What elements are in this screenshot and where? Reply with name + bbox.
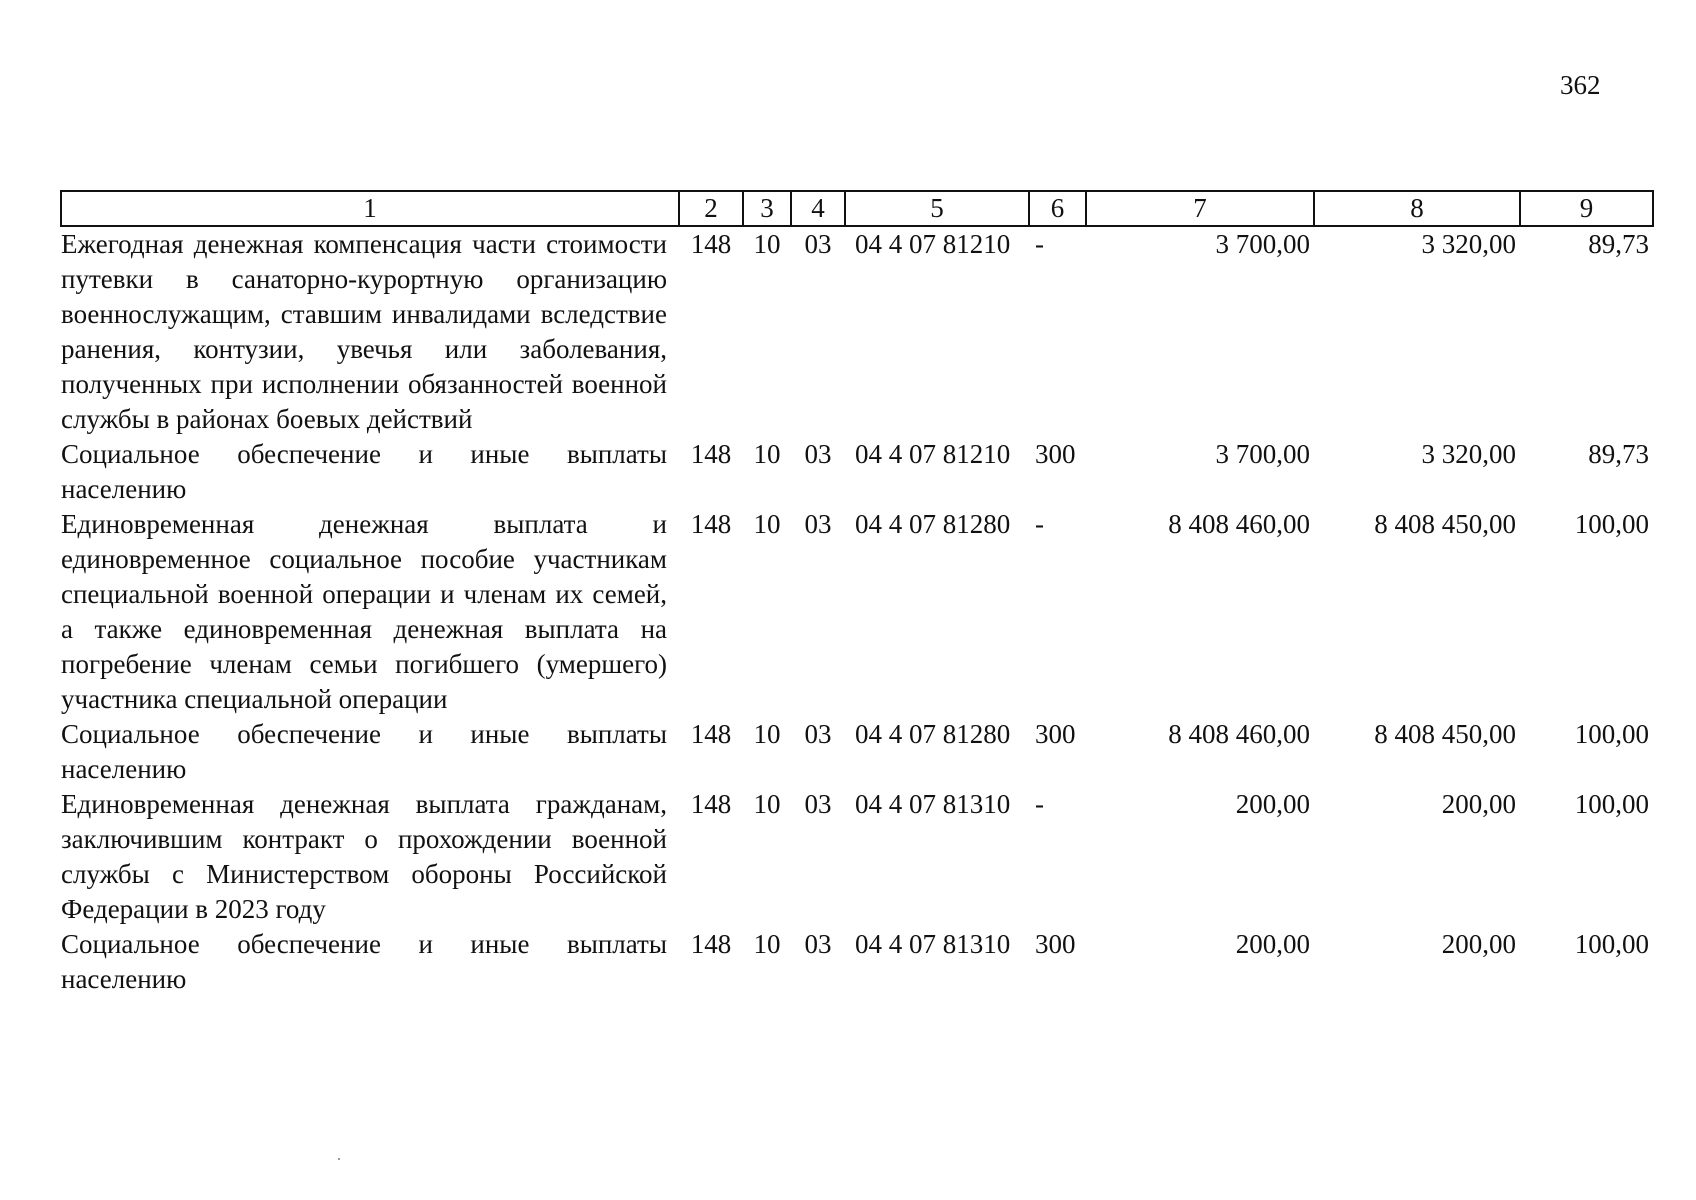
row-planned-amount: 8 408 460,00: [1168, 719, 1310, 749]
header-col-4: 4: [791, 191, 845, 226]
table-row: [61, 437, 1653, 507]
row-ministry-code: 148: [690, 229, 732, 259]
row-description: Социальное обеспечение и иные выплаты населению: [61, 719, 667, 784]
row-ministry-code: 148: [690, 789, 732, 819]
row-percent: 100,00: [1574, 789, 1649, 819]
scan-speck: [338, 1158, 340, 1160]
row-ministry-code: 148: [690, 929, 732, 959]
header-col-3: 3: [743, 191, 791, 226]
row-target-article: 04 4 07 81210: [855, 229, 1011, 259]
row-percent: 89,73: [1588, 439, 1649, 469]
table-row: [61, 717, 1653, 787]
budget-table: [60, 190, 1654, 997]
row-subsection-code: 03: [804, 719, 832, 749]
row-executed-amount: 3 320,00: [1421, 439, 1516, 469]
row-planned-amount: 8 408 460,00: [1168, 509, 1310, 539]
row-subsection-code: 03: [804, 929, 832, 959]
table-body: [61, 226, 1653, 997]
row-percent: 100,00: [1574, 509, 1649, 539]
table-row: [61, 927, 1653, 997]
row-percent: 89,73: [1588, 229, 1649, 259]
table-row: [61, 787, 1653, 927]
header-row: [61, 191, 1653, 226]
row-expense-type: -: [1035, 789, 1044, 819]
table-row: [61, 226, 1653, 437]
row-expense-type: 300: [1035, 929, 1076, 959]
row-description: Единовременная денежная выплата гражданам, заключившим контракт о прохождении военной службы с Министерством обороны Российской Федерации в 2023 году: [61, 789, 667, 924]
table-row: [61, 507, 1653, 717]
row-section-code: 10: [753, 229, 781, 259]
row-ministry-code: 148: [690, 439, 732, 469]
row-executed-amount: 8 408 450,00: [1374, 509, 1516, 539]
row-planned-amount: 200,00: [1235, 789, 1310, 819]
row-expense-type: 300: [1035, 719, 1076, 749]
row-expense-type: 300: [1035, 439, 1076, 469]
header-col-2: 2: [679, 191, 743, 226]
row-section-code: 10: [753, 439, 781, 469]
row-expense-type: -: [1035, 229, 1044, 259]
row-executed-amount: 200,00: [1441, 789, 1516, 819]
header-col-7: 7: [1086, 191, 1314, 226]
page-number: 362: [1560, 70, 1601, 100]
row-ministry-code: 148: [690, 719, 732, 749]
row-section-code: 10: [753, 509, 781, 539]
row-planned-amount: 200,00: [1235, 929, 1310, 959]
table-header: [61, 191, 1653, 226]
row-ministry-code: 148: [690, 509, 732, 539]
row-section-code: 10: [753, 929, 781, 959]
row-percent: 100,00: [1574, 719, 1649, 749]
header-col-9: 9: [1520, 191, 1653, 226]
header-col-6: 6: [1029, 191, 1086, 226]
row-planned-amount: 3 700,00: [1215, 229, 1310, 259]
header-col-5: 5: [845, 191, 1029, 226]
row-section-code: 10: [753, 789, 781, 819]
row-target-article: 04 4 07 81280: [855, 719, 1011, 749]
row-description: Единовременная денежная выплата и единовременное социальное пособие участникам специальной военной операции и членам их семей, а также единовременная денежная выплата на погребение членам семьи погибшего (умершего) участника специальной операции: [61, 509, 667, 714]
row-target-article: 04 4 07 81210: [855, 439, 1011, 469]
header-col-8: 8: [1314, 191, 1520, 226]
row-description: Социальное обеспечение и иные выплаты населению: [61, 929, 667, 994]
row-target-article: 04 4 07 81310: [855, 789, 1011, 819]
row-description: Ежегодная денежная компенсация части стоимости путевки в санаторно-курортную организацию военнослужащим, ставшим инвалидами вследствие ранения, контузии, увечья или заболевания, полученных при исполнении обязанностей военной службы в районах боевых действий: [61, 229, 667, 434]
row-percent: 100,00: [1574, 929, 1649, 959]
row-target-article: 04 4 07 81280: [855, 509, 1011, 539]
row-target-article: 04 4 07 81310: [855, 929, 1011, 959]
row-executed-amount: 8 408 450,00: [1374, 719, 1516, 749]
row-subsection-code: 03: [804, 509, 832, 539]
row-subsection-code: 03: [804, 439, 832, 469]
row-executed-amount: 200,00: [1441, 929, 1516, 959]
header-col-1: 1: [61, 191, 679, 226]
row-subsection-code: 03: [804, 229, 832, 259]
row-expense-type: -: [1035, 509, 1044, 539]
row-executed-amount: 3 320,00: [1421, 229, 1516, 259]
row-subsection-code: 03: [804, 789, 832, 819]
row-description: Социальное обеспечение и иные выплаты населению: [61, 439, 667, 504]
row-section-code: 10: [753, 719, 781, 749]
row-planned-amount: 3 700,00: [1215, 439, 1310, 469]
